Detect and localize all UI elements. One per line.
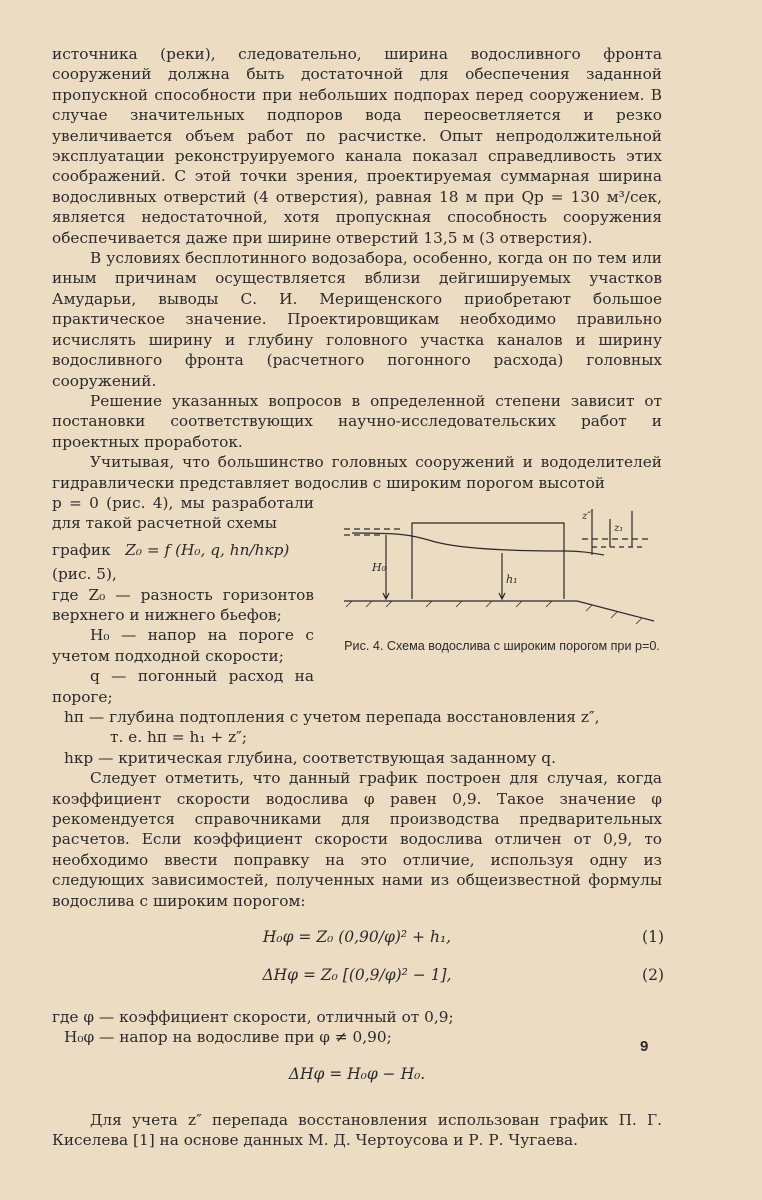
graph-formula: Z₀ = f (H₀, q, hп/hкр) xyxy=(125,540,290,559)
label-h0: H₀ xyxy=(372,560,387,574)
formula-2 xyxy=(52,959,662,993)
def-h0: H₀ — напор на пороге с учетом подходной скорости; xyxy=(52,626,314,665)
formula-2-number: (2) xyxy=(642,966,664,985)
paragraph-5a: p = 0 (рис. 4), мы разработали для такой расчетной схемы xyxy=(52,493,314,533)
label-h1: h₁ xyxy=(506,572,518,586)
formula-1 xyxy=(52,921,662,955)
formula-1-number: (1) xyxy=(642,928,664,947)
label-z1: z₁ xyxy=(614,522,624,534)
def-phi: где φ — коэффициент скорости, отличный от 0,9; xyxy=(52,1008,454,1027)
figure-caption: Рис. 4. Схема водослива с широким порогом при p=0. xyxy=(344,639,660,654)
formula-3-body: ΔHφ = H₀φ − H₀. xyxy=(288,1064,426,1083)
paragraph-5b xyxy=(52,540,314,560)
paragraph-5c: (рис. 5), xyxy=(52,565,117,584)
paragraph-4: Учитывая, что большинство головных сооружений и вододелителей гидравлически представляет водослив с широким порогом высотой xyxy=(52,453,662,492)
figure-4 xyxy=(342,499,662,654)
def-z0: где Z₀ — разность горизонтов верхнего и нижнего бьефов; xyxy=(52,585,314,624)
def-h0phi: H₀φ — напор на водосливе при φ ≠ 0,90; xyxy=(64,1028,392,1047)
graph-word: график xyxy=(52,540,111,559)
paragraph-1: источника (реки), следовательно, ширина водосливного фронта сооружений должна быть достаточной для обеспечения заданной пропускной способности при небольших подпорах перед сооружением. В случае значительных подпоров вода переосветляется и резко увеличивается объем работ по расчистке. Опыт непродолжительной эксплуатации реконструируемого канала показал справедливость этих соображений. С этой точки зрения, проектируемая суммарная ширина водосливных отверстий (4 отверстия), равная 18 м при Qр = 130 м³/сек, является недостаточной, хотя пропускная способность сооружения обеспечивается даже при ширине отверстий 13,5 м (3 отверстия). xyxy=(52,45,662,247)
formula-1-body: H₀φ = Z₀ (0,90/φ)² + h₁, xyxy=(262,928,452,947)
def-hp2: т. е. hп = h₁ + z″; xyxy=(110,728,248,747)
paragraph-6: Следует отметить, что данный график построен для случая, когда коэффициент скорости водослива φ равен 0,9. Такое значение φ рекомендуется справочниками для производства предварительных расчетов. Если коэффициент скорости водослива отличен от 0,9, то необходимо ввести поправку на это отличие, используя одну из следующих зависимостей, полученных нами из общеизвестной формулы водослива с широким порогом: xyxy=(52,769,662,910)
formula-3 xyxy=(52,1058,662,1092)
formula-2-body: ΔHφ = Z₀ [(0,9/φ)² − 1], xyxy=(262,966,452,985)
def-q: q — погонный расход на пороге; xyxy=(52,667,314,706)
label-z2: z″ xyxy=(582,510,592,522)
paragraph-2: В условиях бесплотинного водозабора, особенно, когда он по тем или иным причинам осуществляется вблизи дейгишируемых участков Амударьи, выводы С. И. Мерищенского приобретают большое практическое значение. Проектировщикам необходимо правильно исчислять ширину и глубину головного участка каналов и ширину водосливного фронта (расчетного погонного расхода) головных сооружений. xyxy=(52,249,662,390)
left-column-text xyxy=(52,493,314,707)
def-hkr: hкр — критическая глубина, соответствующая заданному q. xyxy=(64,748,556,767)
def-hp: hп — глубина подтопления с учетом перепада восстановления z″, xyxy=(64,708,600,726)
paragraph-7: Для учета z″ перепада восстановления использован график П. Г. Киселева [1] на основе данных М. Д. Чертоусова и Р. Р. Чугаева. xyxy=(52,1110,662,1150)
paragraph-3: Решение указанных вопросов в определенной степени зависит от постановки соответствующих научно-исследовательских работ и проектных проработок. xyxy=(52,391,662,451)
weir-diagram xyxy=(342,499,662,629)
page-number: 9 xyxy=(640,1038,649,1055)
